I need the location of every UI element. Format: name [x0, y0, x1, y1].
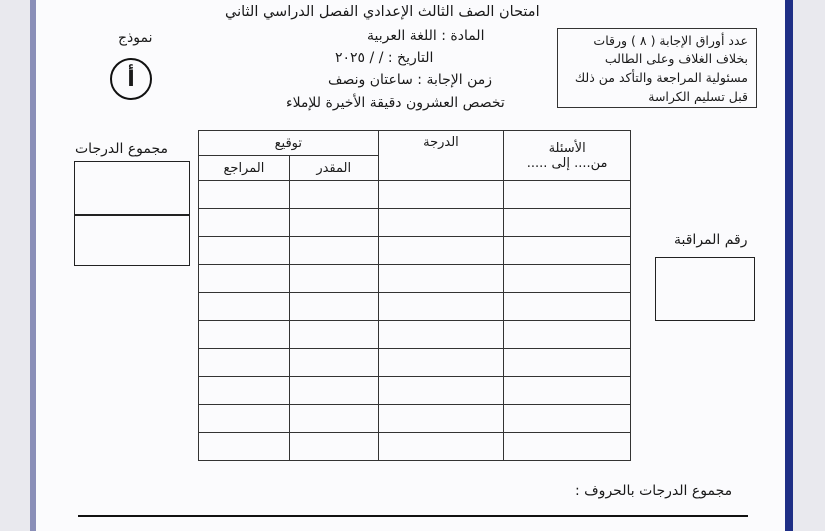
model-label: نموذج — [118, 30, 153, 46]
grade-row — [199, 321, 631, 349]
grade-cell[interactable] — [378, 349, 504, 377]
grade-row — [199, 265, 631, 293]
notice-line-2: بخلاف الغلاف وعلى الطالب — [604, 51, 748, 66]
grader-cell[interactable] — [289, 321, 378, 349]
question-range-cell[interactable] — [504, 433, 631, 461]
reviewer-cell[interactable] — [199, 405, 290, 433]
grade-row — [199, 181, 631, 209]
dictation-note: تخصص العشرون دقيقة الأخيرة للإملاء — [286, 95, 505, 111]
question-range-cell[interactable] — [504, 377, 631, 405]
notice-line-1: عدد أوراق الإجابة ( ٨ ) ورقات — [593, 33, 748, 48]
grade-cell[interactable] — [378, 377, 504, 405]
reviewer-cell[interactable] — [199, 349, 290, 377]
reviewer-cell[interactable] — [199, 237, 290, 265]
grader-cell[interactable] — [289, 433, 378, 461]
question-range-cell[interactable] — [504, 321, 631, 349]
reviewer-cell[interactable] — [199, 433, 290, 461]
grade-cell[interactable] — [378, 321, 504, 349]
duration-line: زمن الإجابة : ساعتان ونصف — [328, 72, 493, 88]
grade-cell[interactable] — [378, 265, 504, 293]
question-range-cell[interactable] — [504, 181, 631, 209]
grade-cell[interactable] — [378, 209, 504, 237]
model-letter-circle — [110, 58, 152, 100]
reviewer-cell[interactable] — [199, 265, 290, 293]
grade-cell[interactable] — [378, 293, 504, 321]
grader-cell[interactable] — [289, 237, 378, 265]
grade-row — [199, 377, 631, 405]
grade-cell[interactable] — [378, 181, 504, 209]
question-range-cell[interactable] — [504, 265, 631, 293]
question-range-cell[interactable] — [504, 349, 631, 377]
grader-header: المقدر — [289, 156, 378, 181]
exam-title: امتحان الصف الثالث الإعدادي الفصل الدراسي الثاني — [225, 4, 540, 20]
grader-cell[interactable] — [289, 349, 378, 377]
grades-table — [198, 130, 631, 461]
model-letter: أ — [127, 66, 135, 92]
answer-sheets-notice-box — [557, 28, 757, 108]
monitor-number-label: رقم المراقبة — [674, 232, 748, 248]
grade-row — [199, 293, 631, 321]
grader-cell[interactable] — [289, 181, 378, 209]
grade-header — [378, 131, 504, 181]
reviewer-cell[interactable] — [199, 209, 290, 237]
grader-cell[interactable] — [289, 209, 378, 237]
grader-cell[interactable] — [289, 293, 378, 321]
total-grades-divider — [75, 214, 189, 216]
questions-header — [504, 131, 631, 181]
monitor-number-box[interactable] — [655, 257, 755, 321]
total-in-words-line — [78, 515, 748, 517]
grader-cell[interactable] — [289, 377, 378, 405]
grade-cell[interactable] — [378, 433, 504, 461]
grade-row — [199, 433, 631, 461]
signature-header: توقيع — [199, 131, 379, 156]
notice-line-3: مسئولية المراجعة والتأكد من ذلك — [574, 70, 748, 85]
grade-row — [199, 349, 631, 377]
grade-row — [199, 405, 631, 433]
subject-line: المادة : اللغة العربية — [367, 28, 485, 44]
reviewer-cell[interactable] — [199, 321, 290, 349]
grade-cell[interactable] — [378, 237, 504, 265]
questions-header-label: الأسئلة — [548, 140, 586, 156]
total-grades-label: مجموع الدرجات — [75, 141, 169, 157]
grade-header-label: الدرجة — [423, 135, 459, 150]
grader-cell[interactable] — [289, 405, 378, 433]
grade-cell[interactable] — [378, 405, 504, 433]
question-range-cell[interactable] — [504, 237, 631, 265]
grade-row — [199, 209, 631, 237]
question-range-cell[interactable] — [504, 293, 631, 321]
questions-range-label: من.... إلى ..... — [526, 155, 608, 171]
notice-line-4: قبل تسليم الكراسة — [648, 89, 748, 104]
reviewer-cell[interactable] — [199, 377, 290, 405]
grade-row — [199, 237, 631, 265]
page-border-right — [785, 0, 793, 531]
date-line: التاريخ : / / ٢٠٢٥ — [335, 50, 434, 66]
question-range-cell[interactable] — [504, 405, 631, 433]
total-in-words-label: مجموع الدرجات بالحروف : — [575, 483, 733, 499]
reviewer-cell[interactable] — [199, 293, 290, 321]
reviewer-header: المراجع — [199, 156, 290, 181]
total-grades-box — [74, 161, 190, 266]
question-range-cell[interactable] — [504, 209, 631, 237]
reviewer-cell[interactable] — [199, 181, 290, 209]
grader-cell[interactable] — [289, 265, 378, 293]
